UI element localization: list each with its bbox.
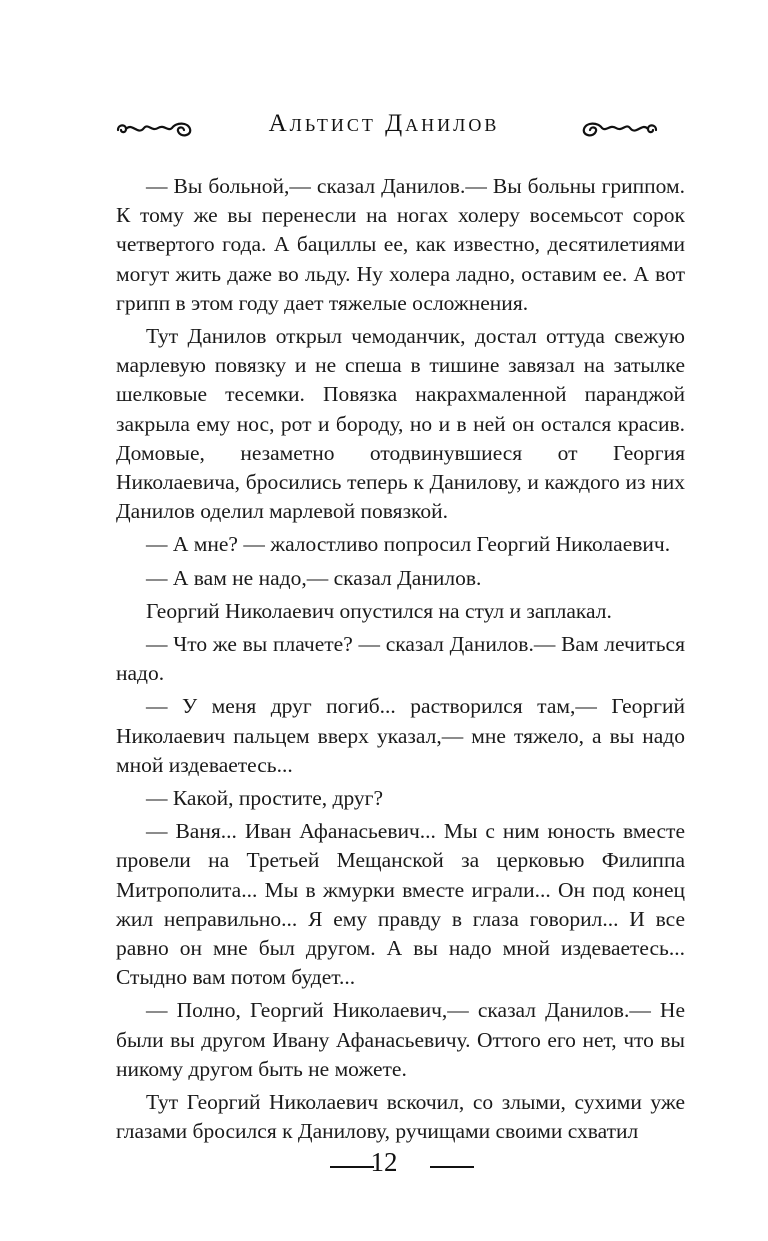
paragraph: — Ваня... Иван Афанасьевич... Мы с ним юность вместе провели на Третьей Мещанской за церковью Филиппа Митрополита... Мы в жмурки вместе играли... Он под конец жил неправильно... Я ему правду в глаза говорил... И все равно он мне был другом. А вы надо мной издеваетесь... Стыдно вам потом будет... xyxy=(116,819,685,990)
body-text xyxy=(116,172,685,1151)
book-title: Альтист Данилов xyxy=(268,110,500,137)
page-number: 12 xyxy=(370,1147,398,1177)
paragraph: — Что же вы плачете? — сказал Данилов.— Вам лечиться надо. xyxy=(116,632,685,686)
running-header xyxy=(0,108,768,152)
paragraph: — Какой, простите, друг? xyxy=(146,786,384,811)
page-footer xyxy=(0,1145,768,1185)
paragraph: — А вам не надо,— сказал Данилов. xyxy=(146,565,482,590)
paragraph: Тут Данилов открыл чемоданчик, достал оттуда свежую марлевую повязку и не спеша в тишине завязал на затылке шелковые тесемки. Повязка накрахмаленной паранджой закрыла ему нос, рот и бороду, но и в ней он остался красив. Домовые, незаметно отодвинувшиеся от Георгия Николаевича, бросились теперь к Данилову, и каждого из них Данилов оделил марлевой повязкой. xyxy=(116,324,685,524)
paragraph: Тут Георгий Николаевич вскочил, со злыми, сухими уже глазами бросился к Данилову, ручищами своими схватил xyxy=(116,1090,685,1144)
paragraph: — Вы больной,— сказал Данилов.— Вы больны гриппом. К тому же вы перенесли на ногах холеру восемьсот сорок четвертого года. А бациллы ее, как известно, десятилетиями могут жить даже во льду. Ну холера ладно, оставим ее. А вот грипп в этом году дает тяжелые осложнения. xyxy=(116,174,685,315)
scroll-ornament-icon xyxy=(578,116,660,142)
paragraph: — Полно, Георгий Николаевич,— сказал Данилов.— Не были вы другом Ивану Афанасьевичу. Оттого его нет, что вы никому другом быть не можете. xyxy=(116,998,685,1081)
footer-rule-right xyxy=(430,1166,474,1168)
paragraph: — А мне? — жалостливо попросил Георгий Николаевич. xyxy=(146,532,671,557)
paragraph: Георгий Николаевич опустился на стул и заплакал. xyxy=(146,598,612,623)
paragraph: — У меня друг погиб... растворился там,— Георгий Николаевич пальцем вверх указал,— мне тяжело, а вы надо мной издеваетесь... xyxy=(116,694,685,777)
